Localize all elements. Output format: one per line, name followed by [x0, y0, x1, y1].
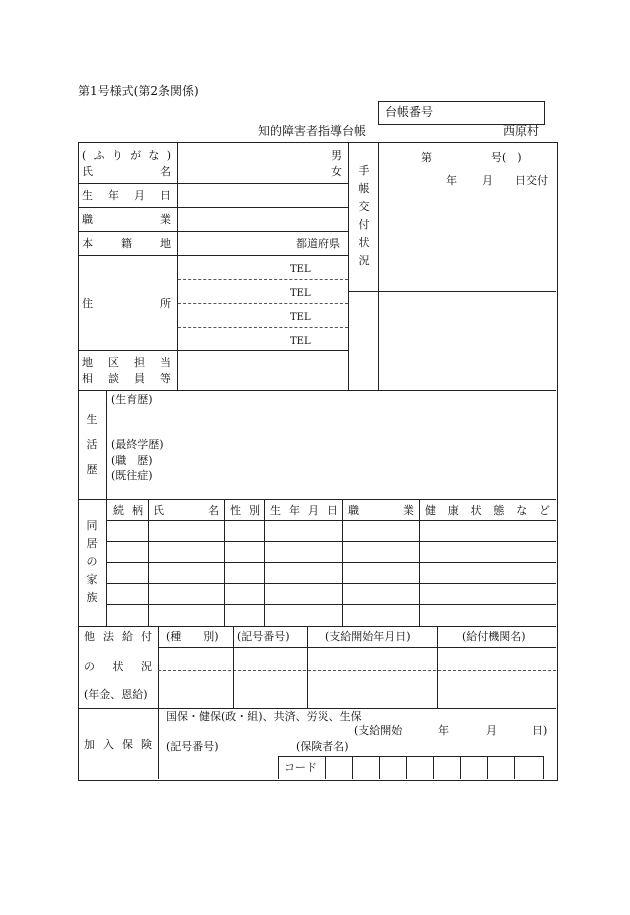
divider [342, 499, 343, 626]
benefit-agency-header: (給付機関名) [462, 630, 526, 643]
domicile-label: 本 籍 地 [82, 237, 171, 250]
divider [78, 708, 556, 709]
dashed-divider [178, 279, 348, 280]
notebook-number-prefix: 第 [421, 151, 432, 164]
issue-month: 月 [482, 174, 493, 187]
divider [78, 499, 556, 500]
divider [437, 626, 438, 708]
code-label: コード [284, 761, 317, 774]
notebook-issuance-label: 手 帳 交 付 状 況 [358, 164, 370, 267]
medical-history-label: (既往症) [111, 469, 153, 482]
dashed-divider [178, 327, 348, 328]
divider [78, 255, 348, 256]
insurance-day: 日) [532, 724, 548, 737]
family-name-header: 氏 名 [153, 504, 219, 517]
occupation-header: 職 業 [348, 504, 414, 517]
code-digit-box[interactable] [460, 756, 461, 779]
divider [78, 390, 556, 391]
tel-label: TEL [290, 264, 311, 275]
family-label: 同 居 の 家 族 [86, 519, 98, 604]
insurance-label: 加 入 保 険 [84, 738, 152, 751]
insurance-types: 国保・健保(政・組)、共済、労災、生保 [166, 710, 362, 723]
divider [348, 291, 556, 292]
divider [106, 520, 556, 521]
code-digit-box[interactable] [352, 756, 353, 779]
divider [78, 231, 348, 232]
divider [278, 756, 543, 757]
divider [78, 626, 556, 627]
prefecture-label: 都道府県 [296, 237, 340, 250]
health-header: 健 康 状 態 な ど [425, 504, 550, 517]
divider [224, 499, 225, 626]
divider [148, 499, 149, 626]
benefits-status-label: の 状 況 [84, 660, 152, 673]
benefit-start-header: (支給開始年月日) [325, 630, 411, 643]
divider [106, 583, 556, 584]
divider [106, 541, 556, 542]
divider [378, 142, 379, 390]
code-digit-box[interactable] [543, 756, 544, 779]
name-label: 氏 名 [82, 165, 171, 178]
tel-label: TEL [290, 288, 311, 299]
code-digit-box[interactable] [433, 756, 434, 779]
divider [78, 207, 348, 208]
tel-label: TEL [290, 312, 311, 323]
divider [233, 626, 234, 708]
dashed-divider [178, 303, 348, 304]
divider [78, 350, 348, 351]
divider [307, 626, 308, 708]
village-name: 西原村 [503, 124, 540, 138]
birth-date-label: 生 年 月 日 [82, 189, 171, 202]
sex-male: 男 [331, 149, 342, 162]
form-title: 知的障害者指導台帳 [258, 124, 367, 138]
divider [419, 499, 420, 626]
code-digit-box[interactable] [406, 756, 407, 779]
divider [278, 756, 279, 779]
furigana-label: ( ふ り が な ) [82, 149, 171, 162]
other-benefits-label: 他 法 給 付 [84, 630, 152, 643]
ledger-number-box[interactable] [378, 101, 545, 125]
divider [106, 390, 107, 626]
sex-female: 女 [331, 165, 342, 178]
divider [158, 626, 159, 779]
sex-header: 性 別 [230, 504, 260, 517]
code-digit-box[interactable] [379, 756, 380, 779]
dashed-divider [158, 670, 556, 671]
insurance-code-label: (記号番号) [166, 740, 219, 753]
divider [177, 142, 178, 390]
notebook-number-suffix: 号( ) [491, 151, 522, 164]
issue-day: 日交付 [515, 174, 548, 187]
growth-history-label: (生育歴) [111, 393, 153, 406]
insurer-label: (保険者名) [296, 740, 349, 753]
district-label: 地 区 担 当 [82, 356, 171, 369]
code-digit-box[interactable] [514, 756, 515, 779]
form-number: 第1号様式(第2条関係) [78, 84, 199, 98]
ledger-number-label: 台帳番号 [385, 105, 434, 119]
benefit-type-header: (種 別) [166, 630, 219, 643]
divider [158, 647, 556, 648]
issue-year: 年 [446, 174, 457, 187]
code-digit-box[interactable] [487, 756, 488, 779]
divider [106, 562, 556, 563]
address-label: 住 所 [82, 297, 171, 310]
career-label: (職 歴) [111, 454, 153, 467]
education-label: (最終学歴) [111, 438, 164, 451]
birth-date-header: 生 年 月 日 [270, 504, 338, 517]
divider [325, 756, 326, 779]
benefit-code-header: (記号番号) [237, 630, 290, 643]
divider [348, 142, 349, 390]
counselor-label: 相 談 員 等 [82, 372, 171, 385]
relation-header: 続 柄 [113, 504, 143, 517]
insurance-month: 月 [486, 724, 497, 737]
life-history-label: 生 活 歴 [86, 413, 98, 476]
insurance-year: 年 [438, 724, 449, 737]
occupation-label: 職 業 [82, 213, 171, 226]
divider [106, 604, 556, 605]
insurance-start-label: (支給開始 [354, 724, 403, 737]
divider [264, 499, 265, 626]
tel-label: TEL [290, 336, 311, 347]
divider [78, 183, 348, 184]
pension-label: (年金、恩給) [84, 688, 148, 701]
